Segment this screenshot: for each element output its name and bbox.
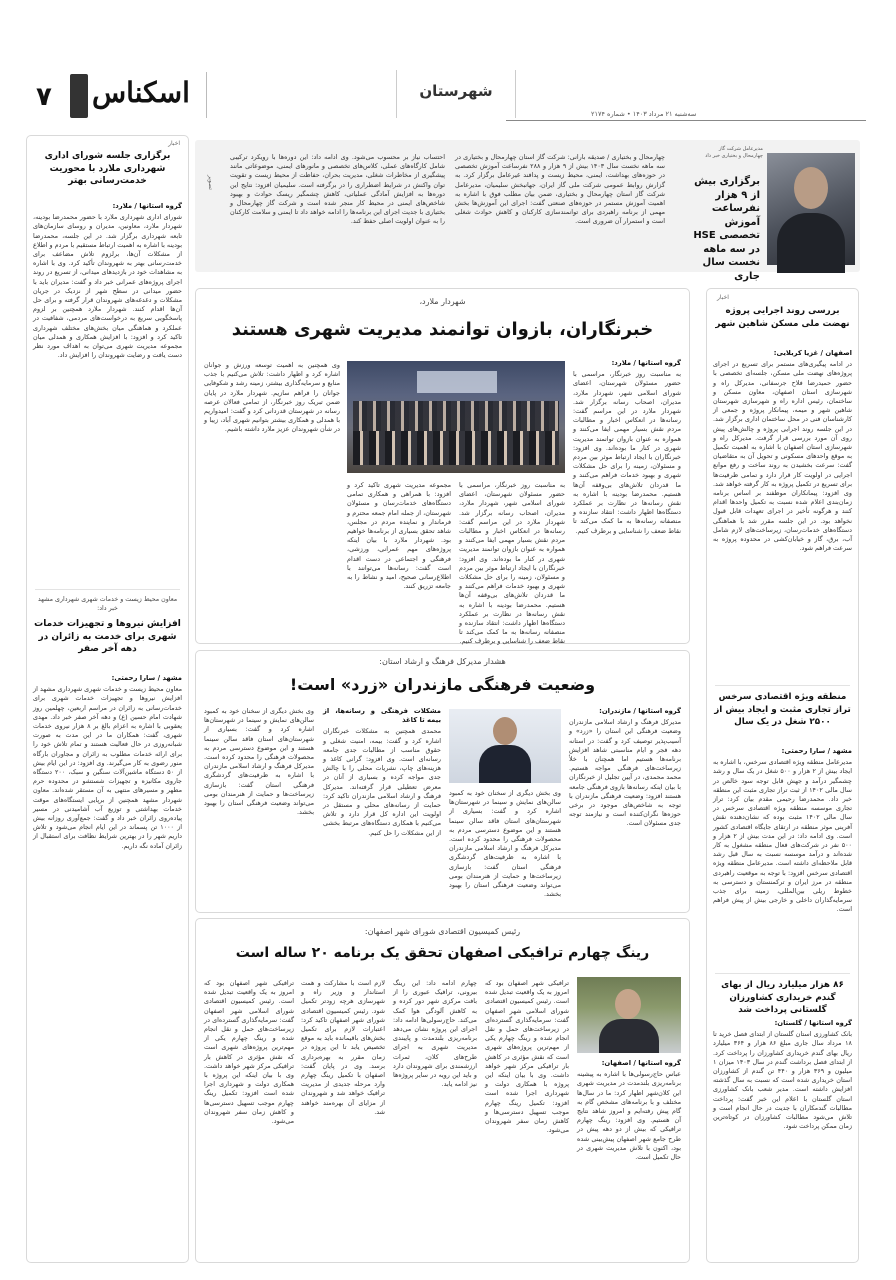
- section-tab-bg: [396, 70, 516, 118]
- culture-story-subhead: مشکلات فرهنگی و رسانه‌ها، از بیمه تا کاغذ: [323, 707, 441, 725]
- masthead-divider: [206, 72, 207, 118]
- right-column-tag: اخبار: [168, 140, 180, 147]
- top-story-body-left: احتساب نیاز بر محسوب می‌شود. وی ادامه داد: این دوره‌ها با رویکرد ترکیبی شامل کارگاه‌های عملی، کلاس‌های تخصصی و مانورهای ایمنی، موضوعاتی مانند پیشگیری از مخاطرات شغلی، مدیریت بحران، حفاظت از محیط زیست و تقویت توان واکنش در شرایط اضطراری را در برگرفته است. سلیمیان افزود: نتایج این دوره‌ها به افزایش آمادگی عملیاتی، کاهش چشمگیر ریسک حوادث و بهبود شاخص‌های ایمنی در محیط کار منجر شده است و شرکت گاز چهارمحال و بختیاری با جدیت اجرای این برنامه‌ها را ادامه خواهد داد تا ایمنی و سلامت کارکنان را به عنوان اولویت اصلی حفظ کند.: [230, 153, 445, 226]
- isfahan-portrait: [577, 977, 681, 1053]
- left-story2-source: مشهد / سارا رحمتی:: [781, 747, 852, 755]
- top-story: [200, 145, 855, 282]
- isfahan-story-body-mid: ترافیکی شهر اصفهان بود که امروز به یک واقعیت تبدیل شده است. رئیس کمیسیون اقتصادی شورای اسلامی شهر اصفهان گفت: سرمایه‌گذاری گسترده‌ای در زیرساخت‌های حمل و نقل انجام شده و رینگ چهارم یکی از مهم‌ترین پروژه‌های شهری است که نقش مؤثری در کاهش بار ترافیکی مرکز شهر خواهد داشت. وی با بیان اینکه این پروژه با همکاری دولت و شهرداری اجرا شده است افزود: تکمیل رینگ چهارم موجب تسهیل دسترسی‌ها و کاهش زمان سفر شهروندان می‌شود.: [485, 979, 569, 1135]
- mayor-story-body-under: به مناسبت روز خبرنگار، مراسمی با حضور مسئولان شهرستان، اعضای شورای اسلامی شهر، شهردار ملارد، مدیران، اصحاب رسانه برگزار شد. شهردار ملارد در این مراسم گفت: رسانه‌ها در انعکاس اخبار و مطالبات مردم نقش بسیار مهمی ایفا می‌کنند و همواره به عنوان بازوان توانمند مدیریت شهری در کنار ما بوده‌اند. وی افزود: خبرنگاران با ایجاد ارتباط موثر بین مردم و مسئولان، زمینه را برای حل مشکلات شهری و بهبود خدمات فراهم می‌کنند و ما قدردان تلاش‌های بی‌وقفه آن‌ها هستیم. محمدرضا بودینه با اشاره به نقش رسانه‌ها در نظارت بر عملکرد دستگاه‌ها اظهار داشت: انتقاد سازنده و منصفانه رسانه‌ها به ما کمک می‌کند تا نقاط ضعف را شناسایی و برطرف کنیم.: [459, 481, 565, 646]
- left-story1-body: [713, 349, 852, 679]
- portrait-head: [794, 167, 828, 209]
- mayor-story-body-mid: مجموعه مدیریت شهری تاکید کرد و افزود: با همراهی و همکاری تمامی دستگاه‌های خدمات‌رسان و مسئولان شهرستان، از جمله امام جمعه محترم و فرماندار و نماینده مردم در مجلس، شاهد تحقق بسیاری از برنامه‌ها خواهیم بود. شهردار ملارد با بیان اینکه پروژه‌های مهم عمرانی، ورزشی، فرهنگی و اجتماعی در دست اقدام است گفت: رسانه‌ها می‌توانند با اطلاع‌رسانی صحیح، امید و نشاط را به جامعه تزریق کنند.: [347, 481, 451, 591]
- culture-story-text-right: مدیرکل فرهنگ و ارشاد اسلامی مازندران وضعیت فرهنگی این استان را «زرد» و آسیب‌پذیر توصیف کرد و گفت: در استانه دهه فجر و ایام مناسبتی شاهد افزایش برنامه‌ها هستیم اما همچنان با خلأ زیرساخت‌های فرهنگی مواجه هستیم. محمد محمدی، در آیین تجلیل از خبرنگاران با بیان اینکه رسانه‌ها بازوی فرهنگی جامعه هستند افزود: وضعیت فرهنگی مازندران با توجه به شاخص‌های موجود در برخی حوزه‌ها نگران‌کننده است و نیازمند توجه جدی مسئولان است.: [569, 718, 681, 828]
- right-story2-source: مشهد / سارا رحمتی:: [111, 674, 182, 682]
- left-story2-headline: منطقه ویژه اقتصادی سرخس تراز تجاری مثبت و ایجاد بیش از ۲۵۰۰ شغل در یک سال: [714, 692, 851, 727]
- left-col-divider-2: [715, 973, 850, 974]
- culture-portrait: [449, 709, 561, 783]
- vertical-label: [70, 74, 88, 118]
- right-story2-headline: افزایش نیروها و تجهیزات خدمات شهری برای خدمت به زائران در دهه آخر صفر: [34, 619, 181, 654]
- isfahan-story-body-mid2: چهارم ادامه داد: این رینگ بیرونی، ترافیک عبوری را از بافت مرکزی شهر دور کرده و به کاهش آلودگی هوا کمک می‌کند. حاج‌رسولی‌ها ادامه داد: اجرای این پروژه نشان می‌دهد برنامه‌ریزی بلندمدت و پایبندی مدیریت شهری به اجرای طرح‌های کلان، ثمرات ارزشمندی برای شهروندان دارد و باید این رویه در سایر پروژه‌ها نیز ادامه یابد.: [393, 979, 477, 1089]
- photo-banner: [417, 371, 497, 393]
- culture-story-kicker: هشدار مدیرکل فرهنگ و ارشاد استان:: [379, 657, 506, 666]
- isfahan-story-headline: رینگ چهارم ترافیکی اصفهان تحقق یک برنامه ۲۰ ساله است: [235, 945, 650, 961]
- culture-portrait-body: [479, 745, 531, 783]
- culture-portrait-head: [493, 717, 517, 745]
- isfahan-story-source: گروه استانها / اصفهان:: [601, 1059, 681, 1067]
- right-story2-kicker: معاون محیط زیست و خدمات شهری شهرداری مشهد خبر داد:: [37, 596, 178, 612]
- left-story2-body: [713, 747, 852, 967]
- right-story1-text: شورای اداری شهرداری ملارد با حضور محمدرضا بودینه، شهردار ملارد، معاونین، مدیران و روسای سازمان‌های تابعه شهرداری برگزار شد. در این جلسه، محمدرضا بودینه با اشاره به اهمیت ارتباط مستقیم با مردم و اطلاع از مشکلات آن‌ها، برلزوم تلاش مضاعف برای خدمت‌رسانی بهتر به شهروندان تأکید کرد. وی با اشاره به مشاهدات خود در بازدیدهای میدانی، از تسریع در روند اجرای پروژه‌های عمرانی خبر داد و گفت: مدیران باید با حضور میدانی در سطح شهر از نزدیک در جریان مشکلات و دغدغه‌های شهروندان قرار گرفته و برای حل آن‌ها اقدام کنند. شهردار ملارد همچنین بر لزوم پاسخگویی سریع به درخواست‌های مردمی، شفافیت در عملکرد و هماهنگی میان بخش‌های مختلف شهرداری تاکید کرد و افزود: با افزایش همکاری و همدلی میان مجموعه مدیریت شهری می‌توان به اهداف مورد نظر دست یافت و رضایت شهروندان را افزایش داد.: [33, 213, 182, 360]
- portrait-body: [777, 213, 845, 273]
- culture-story-text-center: محمدی همچنین به مشکلات خبرنگاران اشاره کرد و گفت: بیمه، امنیت شغلی و حقوق مناسب از مطالبات جدی جامعه رسانه‌ای است. وی افزود: گرانی کاغذ و هزینه‌های چاپ، نشریات محلی را با چالش جدی مواجه کرده و بسیاری از آنان در معرض تعطیلی قرار گرفته‌اند. مدیرکل فرهنگ و ارشاد اسلامی مازندران تاکید کرد: حمایت از رسانه‌های محلی و مستقل در اولویت این اداره کل قرار دارد و تلاش می‌کنیم با همکاری دستگاه‌های مرتبط بخشی از این مشکلات را حل کنیم.: [323, 727, 441, 837]
- left-col-divider-1: [715, 685, 850, 686]
- mayor-story-text-right: به مناسبت روز خبرنگار، مراسمی با حضور مسئولان شهرستان، اعضای شورای اسلامی شهر، شهردار ملارد، مدیران، اصحاب رسانه برگزار شد. شهردار ملارد در این مراسم گفت: رسانه‌ها در انعکاس اخبار و مطالبات مردم نقش بسیار مهمی ایفا می‌کنند و همواره به عنوان بازوان توانمند مدیریت شهری در کنار ما بوده‌اند. وی افزود: خبرنگاران با ایجاد ارتباط موثر بین مردم و مسئولان، زمینه را برای حل مشکلات شهری و بهبود خدمات فراهم می‌کنند و ما قدردان تلاش‌های بی‌وقفه آن‌ها هستیم. محمدرضا بودینه با اشاره به نقش رسانه‌ها در نظارت بر عملکرد دستگاه‌ها اظهار داشت: انتقاد سازنده و منصفانه رسانه‌ها به ما کمک می‌کند تا نقاط ضعف را شناسایی و برطرف کنیم.: [573, 370, 681, 535]
- photo-crowd-front: [353, 431, 559, 465]
- left-story1-text: در ادامه پیگیری‌های مستمر برای تسریع در اجرای پروژه‌های نهضت ملی مسکن، جلسه‌ای تخصصی با حضور حمیدرضا فلاح جرسفانی، مدیرکل راه و شهرسازی استان اصفهان، معاون مسکن و ساختمان، رئیس اداره راه و شهرسازی شهرستان شاهین شهر و میمه، پیمانکار پروژه و جمعی از کارشناسان فنی در محل ساختمان اداری برگزار شد. در این جلسه روند اجرایی پروژه و چالش‌های پیش روی آن مورد بررسی قرار گرفت. مدیرکل راه و شهرسازی استان اصفهان با اشاره به اهمیت تکمیل به موقع واحدهای مسکونی و تحویل آن به متقاضیان گفت: سرعت بخشیدن به روند ساخت و رفع موانع اجرایی در اولویت کار قرار دارد و تمامی ظرفیت‌ها برای تسریع در تکمیل پروژه به کار گرفته خواهد شد. وی افزود: پیمانکاران موظفند بر اساس برنامه زمان‌بندی اعلام شده نسبت به تکمیل واحدها اقدام کنند و هرگونه تأخیر در اجرای تعهدات قابل قبول نخواهد بود. در این جلسه مقرر شد با هماهنگی دستگاه‌های خدمات‌رسان، زیرساخت‌های لازم شامل آب، برق، گاز و خیابان‌کشی در محدوده پروژه به سرعت فراهم شود.: [713, 360, 852, 553]
- isfahan-story: [195, 918, 690, 1263]
- culture-story-body-mid: وی بخش دیگری از سخنان خود به کمبود سالن‌های نمایش و سینما در شهرستان‌ها اشاره کرد و گفت: بسیاری از شهرستان‌های استان فاقد سالن سینما هستند و این موضوع دسترسی مردم به محصولات فرهنگی را محدود کرده است. مدیرکل فرهنگ و ارشاد اسلامی مازندران با اشاره به ظرفیت‌های گردشگری فرهنگی استان گفت: بازسازی زیرساخت‌ها و حمایت از هنرمندان بومی می‌تواند وضعیت فرهنگی استان را بهبود بخشد.: [449, 789, 561, 899]
- left-story1-headline: بررسی روند اجرایی پروژه نهضت ملی مسکن شاهین شهر: [715, 306, 850, 329]
- top-story-portrait: [767, 153, 855, 265]
- page-number: ۷: [36, 82, 52, 112]
- right-story1-source: گروه استانها / ملارد:: [112, 202, 182, 210]
- mayor-story-kicker: شهردار ملارد،: [419, 297, 466, 306]
- top-story-side-label: تصویر: [207, 175, 214, 190]
- masthead-rule: [506, 120, 866, 121]
- culture-story-source: گروه استانها / مازندران:: [599, 707, 681, 715]
- culture-story-body-right: [569, 707, 681, 907]
- left-column-tag: اخبار: [717, 294, 729, 301]
- newspaper-logo: اسکناس: [92, 76, 190, 109]
- left-story1-source: اصفهان / غزیا کربلایی:: [773, 349, 852, 357]
- left-story2-text: مدیرعامل منطقه ویژه اقتصادی سرخس، با اشاره به ایجاد بیش از ۲ هزار و ۵۰۰ شغل در یک سال و رشد چشمگیر درآمد و جهش قابل توجه سود خالص در سال مالی ۱۴۰۲ از ثبت تراز تجاری مثبت این منطقه خبر داد. محمدرضا رحیمی مقدم بیان کرد: تراز تجاری موسسه منطقه ویژه اقتصادی سرخس در سال مالی ۱۴۰۲ مثبت بوده که نشان‌دهنده نقش آفرینی موثر منطقه در ارتقای جایگاه اقتصادی کشور است. وی ادامه داد: در این مدت بیش از ۲ هزار و ۵۰۰ نفر در شرکت‌های فعال منطقه مشغول به کار شده‌اند و درآمد موسسه نسبت به سال قبل رشد قابل ملاحظه‌ای داشته است. مدیرعامل منطقه ویژه اقتصادی سرخس افزود: با توجه به موقعیت راهبردی منطقه در مرز ایران و ترکمنستان و دسترسی به خطوط ریلی بین‌المللی، زمینه برای جذب سرمایه‌گذاران داخلی و خارجی بیش از پیش فراهم است.: [713, 758, 853, 914]
- right-story1-headline: برگزاری جلسه شورای اداری شهرداری ملارد با محوریت خدمت‌رسانی بهتر: [44, 151, 171, 186]
- right-col-divider: [35, 589, 180, 590]
- left-story3-source: گروه استانها / گلستان:: [774, 1019, 852, 1027]
- mayor-story-source: گروه استانها / ملارد:: [611, 359, 681, 367]
- top-story-headline: برگزاری بیش از ۹ هزار نفرساعت آموزش تخصصی HSE در سه ماهه نخست سال جاری: [693, 176, 760, 282]
- top-story-body-right: چهارمحال و بختیاری / صدیقه بارانی: شرکت گاز استان چهارمحال و بختیاری در سه ماهه نخست سال ۱۴۰۳ بیش از ۹ هزار و ۲۸۸ نفرساعت آموزش تخصصی در حوزه‌های بهداشت، ایمنی، محیط زیست و پدافند غیرعامل برگزار کرد. به گزارش روابط عمومی شرکت ملی گاز ایران، جهانبخش سلیمیان، مدیرعامل شرکت گاز استان چهارمحال و بختیاری، ضمن بیان مطلب فوق با اشاره به اهمیت آموزش مستمر در حوزه‌های صنعتی گفت: اجرای این آموزش‌ها بخش مهمی از برنامه راهبردی برای توانمندسازی کارکنان و کاهش حوادث شغلی است و استمرار آن ضروری است.: [455, 153, 665, 226]
- mayor-story-body-right: [573, 359, 681, 639]
- mayor-group-photo: [347, 361, 565, 473]
- top-story-caption: مدیرعامل شرکت گاز چهارمحال و بختیاری خبر داد: [705, 146, 763, 159]
- culture-story-body-center: [323, 707, 441, 907]
- date-line: سه‌شنبه ۲۱ مرداد ۱۴۰۳ • شماره ۲۱۷۴: [591, 110, 697, 118]
- left-column: [706, 288, 859, 1263]
- right-story2-text: معاون محیط زیست و خدمات شهری شهرداری مشهد از افزایش نیروها و تجهیزات خدمات شهری برای خدمات‌رسانی به زائران در مراسم اربعین، چهلمین روز شهادت امام حسین (ع) و دهه آخر صفر خبر داد. مهدی یعقوبی با اشاره به اعزام بالغ بر ۸ هزار نیروی خدمات شهری، گفت: همکاران ما در این مدت به صورت شبانه‌روزی در حال فعالیت هستند و تمام تلاش خود را برای ارائه خدمات مطلوب به زائران و مجاوران بارگاه منور رضوی به کار می‌گیرند. وی افزود: در این ایام بیش از ۵۰ دستگاه ماشین‌آلات سنگین و سبک، ۲۰۰ دستگاه جاروی مکانیزه و تجهیزات شستشو در محدوده حرم مطهر و مسیرهای منتهی به آن مستقر شده‌اند. معاون شهردار مشهد همچنین از برپایی ایستگاه‌های موقت خدمات بهداشتی و توزیع آب آشامیدنی در مسیر پیاده‌روی زائران خبر داد و گفت: جمع‌آوری روزانه بیش از ۱۰۰۰ تن پسماند در این ایام انجام می‌شود و تلاش داریم شهر را در بهترین شرایط نظافت برای استقبال از زائران آماده نگه داریم.: [33, 685, 182, 850]
- masthead: [26, 64, 872, 126]
- isfahan-story-body-right: [577, 1059, 681, 1257]
- photo-crowd-back: [353, 401, 559, 431]
- left-story3-body: [713, 1019, 852, 1257]
- isfahan-story-body-left2: لازم است با مشارکت و همت استاندار و وزیر راه و شهرسازی هرچه زودتر تکمیل شود. رئیس کمیسیون اقتصادی شورای شهر اصفهان تاکید کرد: اعتبارات لازم برای تکمیل بخش‌های باقیمانده باید به موقع تخصیص یابد تا این پروژه در زمان مقرر به بهره‌برداری برسد. وی در پایان گفت: اصفهان با تکمیل رینگ چهارم وارد مرحله جدیدی از مدیریت ترافیک خواهد شد و شهروندان از مزایای آن بهره‌مند خواهند شد.: [301, 979, 385, 1116]
- culture-story-headline: وضعیت فرهنگی مازندران «زرد» است!: [289, 675, 596, 694]
- isfahan-portrait-body: [599, 1019, 659, 1053]
- mayor-story-headline: خبرنگاران، بازوان توانمند مدیریت شهری هستند: [231, 319, 654, 340]
- right-story1-body: [33, 202, 182, 582]
- section-title: شهرستان: [419, 82, 493, 100]
- right-column: [26, 135, 189, 1263]
- right-story2-body: [33, 674, 182, 1254]
- culture-story-body-left: وی بخش دیگری از سخنان خود به کمبود سالن‌های نمایش و سینما در شهرستان‌ها اشاره کرد و گفت: بسیاری از شهرستان‌های استان فاقد سالن سینما هستند و این موضوع دسترسی مردم به محصولات فرهنگی را محدود کرده است. مدیرکل فرهنگ و ارشاد اسلامی مازندران با اشاره به ظرفیت‌های گردشگری فرهنگی استان گفت: بازسازی زیرساخت‌ها و حمایت از هنرمندان بومی می‌تواند وضعیت فرهنگی استان را بهبود بخشد.: [204, 707, 314, 817]
- isfahan-story-text-right: عباس حاج‌رسولی‌ها با اشاره به پیشینه برنامه‌ریزی بلندمدت در مدیریت شهری این کلان‌شهر اظهار کرد: ما در سال‌ها مختلف و با برنامه‌های مشخص گام به گام پیش رفته‌ایم و امروز شاهد نتایج آن هستیم. وی افزود: رینگ چهارم ترافیکی که بیش از دو دهه پیش در طرح جامع شهر اصفهان پیش‌بینی شده بود، اکنون با تلاش مدیریت شهری در حال تکمیل است.: [577, 1070, 681, 1162]
- isfahan-story-body-left: ترافیکی شهر اصفهان بود که امروز به یک واقعیت تبدیل شده است. رئیس کمیسیون اقتصادی شورای اسلامی شهر اصفهان گفت: سرمایه‌گذاری گسترده‌ای در زیرساخت‌های حمل و نقل انجام شده و رینگ چهارم یکی از مهم‌ترین پروژه‌های شهری است که نقش مؤثری در کاهش بار ترافیکی مرکز شهر خواهد داشت. وی با بیان اینکه این پروژه با همکاری دولت و شهرداری اجرا شده است افزود: تکمیل رینگ چهارم موجب تسهیل دسترسی‌ها و کاهش زمان سفر شهروندان می‌شود.: [204, 979, 294, 1126]
- left-story3-headline: ۸۶ هزار میلیارد ریال از بهای گندم خریداری کشاورزان گلستانی پرداخت شد: [721, 980, 844, 1015]
- isfahan-portrait-head: [615, 989, 641, 1019]
- left-story3-text: بانک کشاورزی استان گلستان از ابتدای فصل خرید تا ۱۸ مرداد سال جاری مبلغ ۸۶ هزار و ۳۶۴ میلیارد ریال بهای گندم خریداری کشاورزان را پرداخت کرد. از ابتدای فصل برداشت گندم در سال ۱۴۰۳ میزان ۱ میلیون و ۳۶۹ هزار و ۴۴۰ تن گندم از کشاورزان استان خریداری شده است که نسبت به سال گذشته افزایش داشته است. مدیر شعب بانک کشاورزی استان گلستان با اعلام این خبر گفت: پرداخت مطالبات گندمکاران با جدیت در حال انجام است و تلاش می‌شود مطالبات کشاورزان در کوتاه‌ترین زمان ممکن پرداخت شود.: [713, 1030, 852, 1131]
- isfahan-story-kicker: رئیس کمیسیون اقتصادی شورای شهر اصفهان:: [364, 927, 521, 936]
- mayor-story-body-left: وی همچنین به اهمیت توسعه ورزش و جوانان اشاره کرد و اظهار داشت: تلاش می‌کنیم با جذب منابع و سرمایه‌گذاری بیشتر، زمینه رشد و شکوفایی جوانان را فراهم سازیم. شهردار ملارد در پایان ضمن تبریک روز خبرنگار، از تمامی فعالان عرصه رسانه در شهرستان قدردانی کرد و گفت: امیدواریم با همدلی و همکاری بیشتر بتوانیم شهری آباد، زیبا و در شأن شهروندان عزیز ملارد داشته باشیم.: [204, 361, 340, 434]
- culture-story: [195, 650, 690, 913]
- mayor-story: [195, 288, 690, 644]
